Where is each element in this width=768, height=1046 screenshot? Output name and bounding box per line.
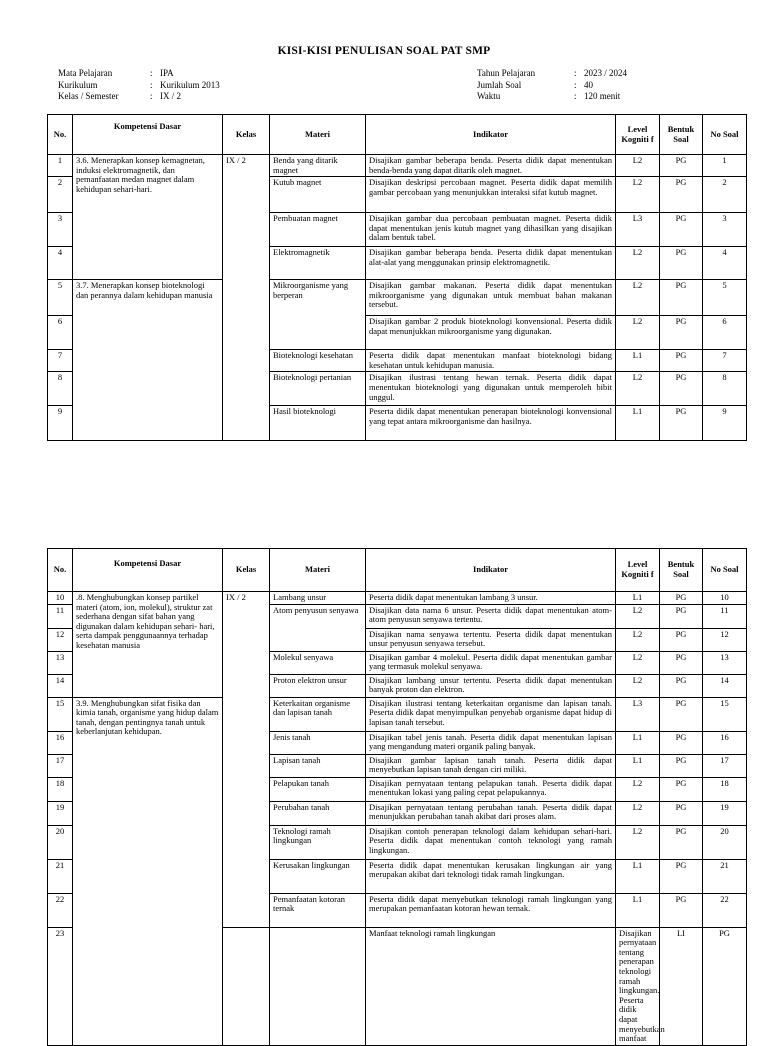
meta-label: Waktu (477, 91, 501, 101)
cell-no-soal: 12 (703, 628, 747, 651)
header-indikator: Indikator (366, 549, 616, 592)
cell-no-soal: 9 (703, 406, 747, 441)
cell-no: 11 (48, 604, 73, 628)
cell-level: L2 (616, 372, 660, 406)
cell-no-soal: 8 (703, 372, 747, 406)
cell-indikator: Disajikan gambar 2 produk bioteknologi konvensional. Peserta didik dapat menunjukkan mikroorganisme yang digunakan. (366, 316, 616, 350)
cell-level: L1 (616, 350, 660, 372)
cell-bentuk-soal: PG (660, 777, 703, 801)
cell-kompetensi-dasar: 3.9. Menghubungkan sifat fisika dan kimia tanah, organisme yang hidup dalam tanah, dengan pentingnya tanah untuk keberlanjutan kehidupan. (73, 697, 223, 1045)
meta-colon: : (574, 79, 577, 90)
cell-bentuk-soal: PG (660, 406, 703, 441)
meta-row-subject (58, 68, 220, 80)
cell-kelas: IX / 2 (223, 155, 270, 441)
cell-materi: Perubahan tanah (270, 801, 366, 825)
cell-indikator: Peserta didik dapat menentukan lambang 3 unsur. (366, 592, 616, 605)
cell-no-soal: 5 (703, 280, 747, 316)
cell-no-soal: 14 (703, 674, 747, 697)
table-row (48, 155, 747, 177)
cell-bentuk-soal: PG (660, 801, 703, 825)
cell-no: 9 (48, 406, 73, 441)
cell-bentuk-soal: PG (703, 927, 747, 1045)
cell-level: L1 (616, 859, 660, 893)
cell-bentuk-soal: PG (660, 628, 703, 651)
header-level: Level Kogniti f (616, 115, 660, 155)
cell-materi: Bioteknologi kesehatan (270, 350, 366, 372)
cell-materi: Pelapukan tanah (270, 777, 366, 801)
cell-materi: Jenis tanah (270, 731, 366, 754)
cell-bentuk-soal: PG (660, 674, 703, 697)
cell-bentuk-soal: PG (660, 592, 703, 605)
meta-value: 120 menit (584, 91, 621, 101)
meta-value: IX / 2 (160, 91, 181, 101)
cell-level: L1 (616, 731, 660, 754)
meta-row-time (477, 91, 627, 103)
cell-no: 18 (48, 777, 73, 801)
cell-no-soal: 6 (703, 316, 747, 350)
cell-level: LI (660, 927, 703, 1045)
cell-indikator: Disajikan gambar 4 molekul. Peserta didik dapat menentukan gambar yang termasuk molekul senyawa. (366, 651, 616, 674)
header-materi: Materi (270, 549, 366, 592)
meta-label: Tahun Pelajaran (477, 68, 536, 78)
cell-indikator: Disajikan gambar beberapa benda. Peserta didik dapat menentukan alat-alat yang menggunakan prinsip elektromagnetik. (366, 247, 616, 280)
cell-bentuk-soal: PG (660, 213, 703, 247)
cell-indikator: Disajikan ilustrasi tentang hewan ternak. Peserta didik dapat menentukan bioteknologi yang digunakan untuk memperoleh bibit unggul. (366, 372, 616, 406)
cell-level: L2 (616, 628, 660, 651)
cell-level: L2 (616, 825, 660, 859)
cell-no-soal: 1 (703, 155, 747, 177)
cell-level: L2 (616, 177, 660, 213)
cell-no-soal: 17 (703, 754, 747, 777)
cell-indikator: Disajikan pernyataan tentang pelapukan tanah. Peserta didik dapat menentukan lokasi yang paling cepat pelapukannya. (366, 777, 616, 801)
cell-no: 21 (48, 859, 73, 893)
cell-no-soal: 10 (703, 592, 747, 605)
meta-right (477, 68, 627, 103)
cell-no-soal: 3 (703, 213, 747, 247)
cell-no: 20 (48, 825, 73, 859)
meta-row-count (477, 80, 627, 92)
cell-no: 5 (48, 280, 73, 316)
header-no: No. (48, 549, 73, 592)
cell-no-soal: 20 (703, 825, 747, 859)
cell-bentuk-soal: PG (660, 350, 703, 372)
cell-no-soal: 13 (703, 651, 747, 674)
cell-no-soal: 19 (703, 801, 747, 825)
cell-indikator: Disajikan gambar makanan. Peserta didik dapat menentukan mikroorganisme yang digunakan untuk membuat bahan makanan tersebut. (366, 280, 616, 316)
cell-no: 14 (48, 674, 73, 697)
cell-level: L2 (616, 316, 660, 350)
cell-no: 4 (48, 247, 73, 280)
meta-label: Kurikulum (58, 79, 98, 90)
cell-indikator: Disajikan data nama 6 unsur. Peserta didik dapat menentukan atom-atom penyusun senyawa tertentu. (366, 604, 616, 628)
header-indikator: Indikator (366, 115, 616, 155)
meta-row-class (58, 91, 220, 103)
cell-level: L1 (616, 406, 660, 441)
cell-indikator: Disajikan gambar dua percobaan pembuatan magnet. Peserta didik dapat menentukan jenis kutub magnet yang dihasilkan yang disajikan dalam bentuk tabel. (366, 213, 616, 247)
cell-no-soal: 4 (703, 247, 747, 280)
cell-level: L2 (616, 651, 660, 674)
cell-level: L1 (616, 893, 660, 927)
cell-no-soal: 2 (703, 177, 747, 213)
cell-no: 8 (48, 372, 73, 406)
meta-colon: : (574, 68, 577, 78)
meta-label: Jumlah Soal (477, 79, 522, 90)
cell-indikator: Disajikan tabel jenis tanah. Peserta didik dapat menentukan lapisan yang mengandung materi organik paling banyak. (366, 731, 616, 754)
cell-materi: Molekul senyawa (270, 651, 366, 674)
cell-no: 12 (48, 628, 73, 651)
cell-no: 19 (48, 801, 73, 825)
table-row (48, 697, 747, 731)
cell-no-soal: 16 (703, 731, 747, 754)
cell-indikator: Peserta didik dapat menentukan manfaat bioteknologi bidang kesehatan untuk kehidupan manusia. (366, 350, 616, 372)
cell-materi: Lambang unsur (270, 592, 366, 605)
cell-materi: Hasil bioteknologi (270, 406, 366, 441)
header-kelas: Kelas (223, 115, 270, 155)
header-kompetensi-dasar: Kompetensi Dasar (73, 115, 223, 155)
cell-level: L2 (616, 155, 660, 177)
header-bentuk-soal: Bentuk Soal (660, 549, 703, 592)
meta-left (58, 68, 220, 103)
meta-value: 40 (584, 79, 593, 90)
cell-kompetensi-dasar: 3.7. Menerapkan konsep bioteknologi dan perannya dalam kehidupan manusia (73, 280, 223, 441)
meta-colon: : (150, 91, 153, 101)
cell-level: L1 (616, 754, 660, 777)
cell-kompetensi-dasar: .8. Menghubungkan konsep partikel materi (atom, ion, molekul), struktur zat sederhana dengan sifat bahan yang digunakan dalam kehidupan sehari- hari, serta dampak penggunaannya terhadap kesehatan manusia (73, 592, 223, 698)
cell-indikator: Disajikan gambar lapisan tanah tanah. Peserta didik dapat menyebutkan lapisan tanah dengan ciri miliki. (366, 754, 616, 777)
grid-table-2 (47, 548, 747, 1046)
meta-colon: : (150, 68, 153, 78)
cell-bentuk-soal: PG (660, 372, 703, 406)
cell-no: 6 (48, 316, 73, 350)
cell-kelas-empty (270, 927, 366, 1045)
document-title: KISI-KISI PENULISAN SOAL PAT SMP (277, 45, 491, 57)
cell-level: L2 (616, 247, 660, 280)
cell-bentuk-soal: PG (660, 893, 703, 927)
cell-bentuk-soal: PG (660, 697, 703, 731)
cell-indikator: Disajikan gambar beberapa benda. Peserta didik dapat menentukan benda-benda yang dapat ditarik oleh magnet. (366, 155, 616, 177)
cell-no: 7 (48, 350, 73, 372)
table-row (48, 280, 747, 316)
cell-indikator: Disajikan contoh penerapan teknologi dalam kehidupan sehari-hari. Peserta didik dapat menentukan contoh teknologi yang ramah lingkungan. (366, 825, 616, 859)
cell-materi: Mikroorganisme yang berperan (270, 280, 366, 350)
cell-kelas: IX / 2 (223, 592, 270, 928)
cell-level: L3 (616, 213, 660, 247)
cell-materi: Keterkaitan organisme dan lapisan tanah (270, 697, 366, 731)
cell-bentuk-soal: PG (660, 604, 703, 628)
meta-value: Kurikulum 2013 (160, 79, 220, 90)
cell-materi: Pembuatan magnet (270, 213, 366, 247)
cell-bentuk-soal: PG (660, 731, 703, 754)
cell-materi: Elektromagnetik (270, 247, 366, 280)
cell-level: L2 (616, 801, 660, 825)
cell-materi: Bioteknologi pertanian (270, 372, 366, 406)
cell-no-soal: 18 (703, 777, 747, 801)
cell-bentuk-soal: PG (660, 651, 703, 674)
cell-materi: Teknologi ramah lingkungan (270, 825, 366, 859)
cell-no: 3 (48, 213, 73, 247)
cell-no: 23 (48, 927, 73, 1045)
cell-bentuk-soal: PG (660, 247, 703, 280)
cell-materi: Lapisan tanah (270, 754, 366, 777)
cell-no-soal: 7 (703, 350, 747, 372)
cell-no-soal: 21 (703, 859, 747, 893)
cell-level: L2 (616, 604, 660, 628)
header-no: No. (48, 115, 73, 155)
meta-value: 2023 / 2024 (584, 68, 628, 78)
cell-kompetensi-dasar: 3.6. Menerapkan konsep kemagnetan, induksi elektromagnetik, dan pemanfaatan medan magnet dalam kehidupan sehari-hari. (73, 155, 223, 280)
cell-indikator: Peserta didik dapat menentukan penerapan bioteknologi konvensional yang tepat antara mikroorganisme dan hasilnya. (366, 406, 616, 441)
meta-value: IPA (160, 68, 174, 78)
cell-materi: Benda yang ditarik magnet (270, 155, 366, 177)
cell-no-soal: 22 (703, 893, 747, 927)
cell-materi: Pemanfaatan kotoran ternak (270, 893, 366, 927)
cell-kompetensi-dasar-empty (223, 927, 270, 1045)
header-kompetensi-dasar: Kompetensi Dasar (73, 549, 223, 592)
cell-no: 16 (48, 731, 73, 754)
cell-bentuk-soal: PG (660, 754, 703, 777)
meta-label: Kelas / Semester (58, 91, 119, 101)
cell-no: 10 (48, 592, 73, 605)
cell-no: 1 (48, 155, 73, 177)
header-no-soal: No Soal (703, 549, 747, 592)
cell-materi: Proton elektron unsur (270, 674, 366, 697)
cell-no: 17 (48, 754, 73, 777)
cell-indikator: Disajikan deskripsi percobaan magnet. Peserta didik dapat memilih gambar percobaan yang menunjukkan interaksi sifat kutub magnet. (366, 177, 616, 213)
cell-no: 2 (48, 177, 73, 213)
cell-materi: Kerusakan lingkungan (270, 859, 366, 893)
cell-indikator: Disajikan lambang unsur tertentu. Peserta didik dapat menentukan banyak proton dan elektron. (366, 674, 616, 697)
cell-materi: Atom penyusun senyawa (270, 604, 366, 651)
header-kelas: Kelas (223, 549, 270, 592)
cell-no: 13 (48, 651, 73, 674)
cell-no: 22 (48, 893, 73, 927)
table-row (48, 592, 747, 605)
meta-row-year (477, 68, 627, 80)
cell-no-soal: 11 (703, 604, 747, 628)
grid-table-1 (47, 114, 747, 441)
header-materi: Materi (270, 115, 366, 155)
cell-materi: Kutub magnet (270, 177, 366, 213)
cell-indikator: Disajikan pernyataan tentang perubahan tanah. Peserta didik dapat menunjukkan perubahan tanah akibat dari proses alam. (366, 801, 616, 825)
header-level: Level Kogniti f (616, 549, 660, 592)
cell-bentuk-soal: PG (660, 316, 703, 350)
meta-row-curriculum (58, 80, 220, 92)
meta-label: Mata Pelajaran (58, 68, 113, 78)
cell-indikator: Disajikan ilustrasi tentang keterkaitan organisme dan lapisan tanah. Peserta didik dapat menyimpulkan penyebab organisme dapat hidup di lapisan tanah tersebut. (366, 697, 616, 731)
cell-indikator: Disajikan pernyataan tentang penerapan teknologi ramah lingkungan. Peserta didik dapat menyebutkan manfaat (616, 927, 660, 1045)
cell-level: L1 (616, 592, 660, 605)
table-header-row (48, 549, 747, 592)
header-bentuk-soal: Bentuk Soal (660, 115, 703, 155)
cell-no: 15 (48, 697, 73, 731)
header-no-soal: No Soal (703, 115, 747, 155)
cell-bentuk-soal: PG (660, 859, 703, 893)
table-header-row (48, 115, 747, 155)
cell-indikator: Peserta didik dapat menentukan kerusakan lingkungan air yang merupakan akibat dari teknologi tidak ramah lingkungan. (366, 859, 616, 893)
cell-level: L2 (616, 777, 660, 801)
cell-bentuk-soal: PG (660, 825, 703, 859)
meta-colon: : (150, 79, 153, 90)
cell-bentuk-soal: PG (660, 177, 703, 213)
cell-indikator: Disajikan nama senyawa tertentu. Peserta didik dapat menentukan unsur penyusun senyawa tersebut. (366, 628, 616, 651)
cell-bentuk-soal: PG (660, 280, 703, 316)
meta-colon: : (574, 91, 577, 101)
cell-level: L2 (616, 280, 660, 316)
cell-indikator: Peserta didik dapat menyebutkan teknologi ramah lingkungan yang merupakan pemanfaatan kotoran hewan ternak. (366, 893, 616, 927)
cell-materi: Manfaat teknologi ramah lingkungan (366, 927, 616, 1045)
cell-no-soal: 15 (703, 697, 747, 731)
cell-bentuk-soal: PG (660, 155, 703, 177)
cell-level: L3 (616, 697, 660, 731)
cell-level: L2 (616, 674, 660, 697)
